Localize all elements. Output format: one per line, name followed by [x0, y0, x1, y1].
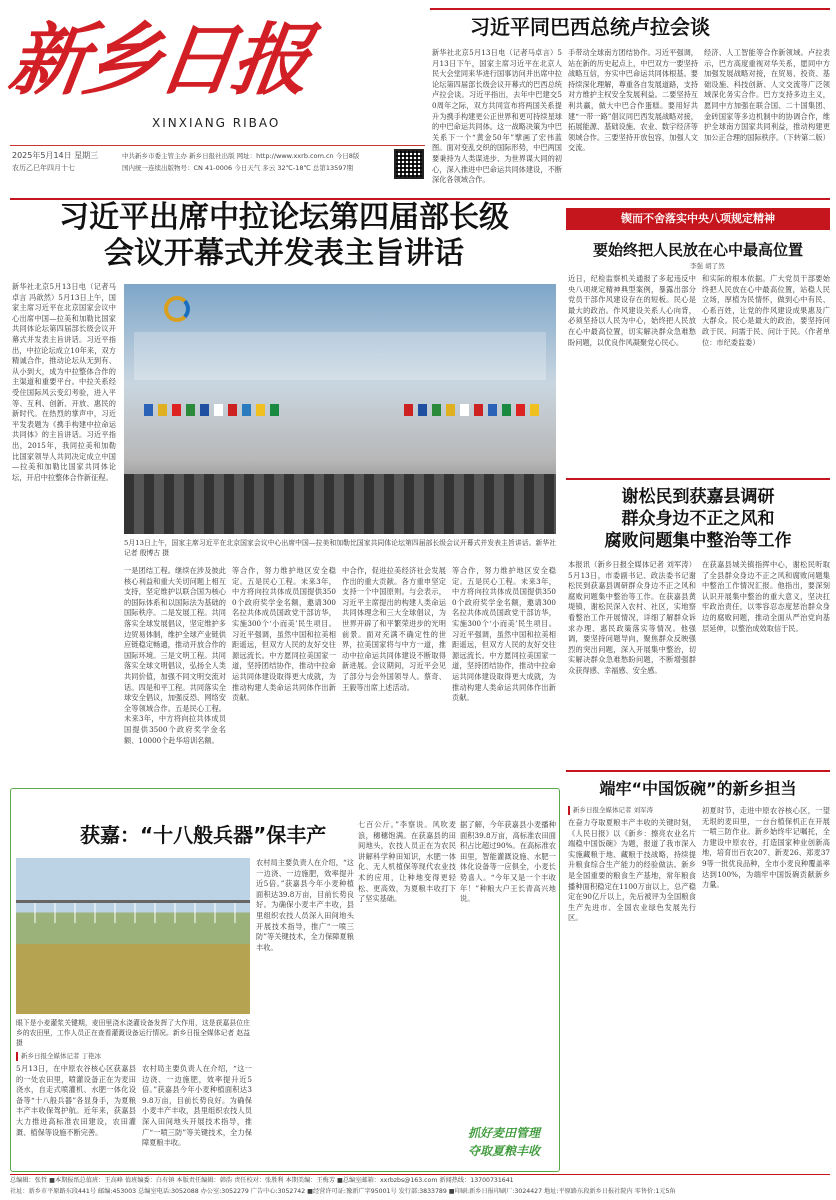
top-story-col3: 经济、人工智能等合作新领域。卢拉表示，巴方高度重视对华关系，愿同中方加强发展战略对接，在贸易、投资、基础设施、科技创新、人文交流等广泛领域深化务实合作。巴方支持多边主义，愿同中方加强在联合国、二十国集团、金砖国家等多边机制中的协调合作，维护全球南方国家共同利益，推动构建更加公正合理的国际秩序。（下转第二版）: [704, 48, 830, 142]
fanwan-title: 端牢“中国饭碗”的新乡担当: [599, 779, 797, 798]
issue-date: 2025年5月14日 星期三: [12, 151, 99, 160]
sheqi-title-3: 腐败问题集中整治等工作: [604, 531, 792, 551]
masthead-logo: 新乡日报: [3, 15, 313, 106]
commentary-col1: 近日，纪检监察机关通报了多起违反中央八项规定精神典型案例，暴露出部分党员干部作风建设存在的短板。民心是最大的政治。作风建设关系人心向背，必须坚持以人民为中心，始终把人民放在心中最高位置，切实解决群众急难愁盼问题，以优良作风凝聚党心民心。: [568, 274, 696, 347]
commentary-title: 要始终把人民放在心中最高位置: [592, 241, 803, 259]
fanwan-tag: 新乡日报全媒体记者 刘军涛: [568, 806, 698, 815]
top-story-col2: 手带动全球南方团结协作。习近平强调，站在新的历史起点上，中巴双方一要坚持战略互信，夯实中巴命运共同体根基。要持续深化理解，尊重各自发展道路，支持对方维护主权安全发展利益。二要坚持互利共赢，做大中巴合作蛋糕。要用好共建“一带一路”倡议同巴西发展战略对接，拓展能源、基础设施、农业、数字经济等领域合作。三要坚持开放包容，加强人文交流。: [568, 48, 698, 153]
sprinkler-spray: [16, 903, 250, 923]
lead-title-line2: 会议开幕式并发表主旨讲话: [104, 236, 464, 271]
forum-backdrop: [134, 332, 546, 380]
footer-rule: [10, 1174, 830, 1175]
audience-rows: [124, 474, 556, 534]
lead-col4: 中合作，促进拉美经济社会发展作出的重大贡献。各方重申坚定支持一个中国原则。与会表示，习近平主席提出的构建人类命运共同体理念和三大全球倡议，为世界开辟了和平繁荣进步的光明前景。面对充满不确定性的世界，拉美国家将与中方一道，推动中拉命运共同体建设不断取得新进展。会议期间，习近平会见了部分与会外国领导人。蔡奇、王毅等出席上述活动。: [342, 566, 446, 692]
huojia-photo: [16, 858, 250, 1014]
top-story-col1: 新华社北京5月13日电（记者马卓言）5月13日下午，国家主席习近平在北京人民大会堂同来华进行国事访问并出席中拉论坛第四届部长级会议开幕式的巴西总统卢拉会谈。习近平指出，去年中巴建交50周年之际，双方共同宣布将两国关系提升为携手构建更公正世界和更可持续星球的中巴命运共同体。这一战略决策为中巴关系下一个“黄金50年”擘画了宏伟蓝图。面对变乱交织的国际形势，中巴两国要秉持为人类谋进步、为世界谋大同的初心，深入推进中巴命运共同体建设，不断深化各领域合作。: [432, 48, 562, 185]
masthead-pinyin: XINXIANG RIBAO: [152, 116, 281, 130]
top-story-title: 习近平同巴西总统卢拉会谈: [470, 15, 710, 39]
sheqi-col2: 在获嘉县城关镇指挥中心，谢松民听取了全县群众身边不正之风和腐败问题集中整治工作情况汇报。他指出，要深刻认识开展集中整治的重大意义，坚决扛牢政治责任，以零容忍态度惩治群众身边的腐败问题，推动全面从严治党向基层延伸，以整治成效取信于民。: [702, 560, 830, 633]
footer-line2: 社址：新乡市平原路东段441号 邮编:453003 总编室电话:3052088 办公室:3052279 广告中心:3052742 ■经营许可证:豫新广字95001号 发行部:3833789 ■印刷:新乡日报印刷厂:3024427 地址:平原路东段新乡日报社院内 零售价:1元5角: [10, 1188, 676, 1195]
huojia-title: 获嘉：“十八般兵器”保丰产: [80, 823, 327, 847]
huojia-photo-caption: 眼下是小麦灌浆关键期，麦田里浇水浇灌设备发挥了大作用，这是获嘉县位庄乡的农田里，工作人员正在查看灌溉设备运行情况。新乡日报全媒体记者 赵益 摄: [16, 1019, 250, 1047]
top-rule: [430, 8, 830, 10]
harvest-slogan: [452, 1124, 556, 1168]
lead-col1: 新华社北京5月13日电（记者马卓言 冯歆然）5月13日上午，国家主席习近平在北京国家会议中心出席中国—拉美和加勒比国家共同体论坛第四届部长级会议开幕式并发表主旨讲话。习近平指出，中拉论坛成立10年来，双方精诚合作，推动论坛从无到有、从小到大，成为中拉整体合作的主渠道和重要平台。中拉关系经受住国际风云变幻考验，进入平等、互利、创新、开放、惠民的新时代。在热烈的掌声中，习近平发表题为《携手构建中拉命运共同体》的主旨讲话。习近平指出，2015年，我同拉美和加勒比国家领导人共同决定成立中国—拉美和加勒比国家共同体论坛，开启中拉整体合作新征程。: [12, 282, 116, 482]
huojia-col4: 据了解，今年获嘉县小麦播种面积39.8万亩，高标准农田面积占比超过90%。在高标准农田里，智能灌溉设施、水肥一体化设备等一应俱全，小麦长势喜人。“今年又是一个丰收年！”种粮大户王长青高兴地说。: [460, 820, 556, 904]
lunar-date: 农历乙巳年四月十七: [12, 164, 75, 172]
right-divider-2: [566, 770, 830, 772]
sheqi-title-2: 群众身边不正之风和: [621, 509, 775, 529]
lead-col3: 等合作，努力维护地区安全稳定。五是民心工程。未来3年，中方将向拉共体成员国提供3500个政府奖学金名额，邀请300名拉共体成员国政党干部访华，实施300个‘小而美’民生项目。习近平强调，虽然中国和拉美相距遥远，但双方人民的友好交往源远流长。中方愿同拉美国家一道，坚持团结协作，推动中拉命运共同体建设取得更大成就，为推动构建人类命运共同体作出新贡献。: [232, 566, 336, 703]
huojia-col3: 七百公斤。”李察说。风吹麦浪，穗穗饱满。在获嘉县的田间地头，农技人员正在为农民讲解科学种田知识，水肥一体化、无人机植保等现代农业技术的应用，让种地变得更轻松、更高效，为夏粮丰收打下了坚实基础。: [358, 820, 456, 904]
sheqi-col1: 本报讯（新乡日报全媒体记者 刘军涛）5月13日，市委副书记、政法委书记谢松民到获嘉县调研群众身边不正之风和腐败问题集中整治等工作。在获嘉县黄堤镇，谢松民深入农村、社区，实地察看整治工作开展情况，详细了解群众诉求办理、惠民政策落实等情况。他强调，要坚持问题导向，聚焦群众反映强烈的突出问题，深入开展集中整治，切实解决群众急难愁盼问题，不断增强群众获得感、幸福感、安全感。: [568, 560, 696, 675]
lead-title-line1: 习近平出席中拉论坛第四届部长级: [59, 200, 509, 235]
serial-info: 国内统一连续出版物号：CN 41-0006 今日天气 多云 32℃-18℃ 总第13597期: [122, 164, 354, 172]
lead-col2: 一是团结工程。继续在涉及彼此核心利益和重大关切问题上相互支持，坚定维护以联合国为核心的国际体系和以国际法为基础的国际秩序。二是发展工程。共同落实全球发展倡议，坚定维护多边贸易体制，维护全球产业链供应链稳定畅通，推动开放合作的国际环境。三是文明工程。共同落实全球文明倡议，弘扬全人类共同价值，加强不同文明交流对话。四是和平工程。共同落实全球安全倡议，加强反恐、网络安全等领域合作。五是民心工程。未来3年，中方将向拉共体成员国提供3500个政府奖学金名额、10000个赴华培训名额。: [124, 566, 226, 745]
huojia-col1b: 农村局主要负责人在介绍，“这一边浇、一边施肥，效率提升近5倍。”获嘉县今年小麦种植面积达39.8万亩，目前长势良好。为确保小麦丰产丰收，县里组织农技人员深入田间地头开展技术指导，推广“一喷三防”等关键技术，全力保障夏粮丰收。: [142, 1064, 252, 1148]
lead-col5: 等合作，努力维护地区安全稳定。五是民心工程。未来3年，中方将向拉共体成员国提供3500个政府奖学金名额，邀请300名拉共体成员国政党干部访华，实施300个‘小而美’民生项目。习近平强调，虽然中国和拉美相距遥远，但双方人民的友好交往源远流长。中方愿同拉美国家一道，坚持团结协作，推动中拉命运共同体建设取得更大成就，为推动构建人类命运共同体作出新贡献。: [452, 566, 556, 703]
huojia-col2: 农村局主要负责人在介绍，“这一边浇、一边施肥，效率提升近5倍。”获嘉县今年小麦种植面积达39.8万亩，目前长势良好。为确保小麦丰产丰收，县里组织农技人员深入田间地头开展技术指导，推广“一喷三防”等关键技术，全力保障夏粮丰收。: [256, 858, 354, 952]
qr-code-icon: [394, 149, 424, 179]
fanwan-col2: 初夏时节，走进中原农谷核心区，一望无垠的麦田里，一台台植保机正在开展一喷三防作业。新乡始终牢记嘱托，全力建设中原农谷，打造国家种业创新高地，培育出百农207、新麦26、郑麦379等一批优良品种，全市小麦良种覆盖率达到100%，为端牢中国饭碗贡献新乡力量。: [702, 806, 830, 890]
huojia-col1: 5月13日，在中原农谷核心区获嘉县的一处农田里，喷灌设备正在为麦田浇水，自走式喷灌机、水肥一体化设备等“十八般兵器”各显身手，为夏粮丰产丰收保驾护航。近年来，获嘉县大力推进高标准农田建设，农田灌溉、植保等设施不断完善。: [16, 1064, 136, 1137]
publisher-info: 中共新乡市委主管主办 新乡日报社出版 网址：http://www.xxrb.com.cn 今日8版: [122, 152, 360, 160]
lead-photo-caption: 5月13日上午，国家主席习近平在北京国家会议中心出席中国—拉美和加勒比国家共同体论坛第四届部长级会议开幕式并发表主旨讲话。新华社记者 殷博古 摄: [124, 539, 556, 557]
masthead-info-bar: [10, 145, 425, 189]
footer-line1: 总编辑：张哲 ■本期报纸总值班：王高峰 值班编委：白有镇 本版责任编辑：韩浩 责任校对：张胜利 本期美编：王梅芳 ■总编室邮箱：xxrbzbs@163.com 新闻热线：13700731641: [10, 1177, 514, 1184]
slogan-line1: 抓好麦田管理: [467, 1126, 540, 1140]
commentary-author: 李强 胡了然: [690, 262, 725, 270]
huojia-tag: 新乡日报全媒体记者 丁艳冰: [16, 1052, 166, 1061]
lead-photo: [124, 284, 556, 534]
flag-row: [144, 404, 544, 432]
discipline-banner: 锲而不舍落实中央八项规定精神: [566, 208, 830, 230]
sheqi-title-1: 谢松民到获嘉县调研: [621, 487, 775, 507]
commentary-col2: 和实际的根本依据。广大党员干部要始终把人民放在心中最高位置，站稳人民立场，厚植为民情怀，做到心中有民、心系百姓，让党的作风建设成果惠及广大群众。民心是最大的政治，要坚持问政于民、问需于民、问计于民。（作者单位：市纪委监委）: [702, 274, 830, 347]
fanwan-col1: 在奋力夺取夏粮丰产丰收的关键时刻，《人民日报》以《新乡：擦亮农业名片 端稳中国饭碗》为题，报道了我市深入实施藏粮于地、藏粮于技战略，持续提升粮食综合生产能力的经验做法。新乡是全国重要的粮食生产基地，常年粮食播种面积稳定在1100万亩以上，总产稳定在90亿斤以上，先后被评为全国粮食生产先进市、全国农业绿色发展先行区。: [568, 818, 696, 923]
slogan-line2: 夺取夏粮丰收: [467, 1144, 540, 1158]
forum-logo-icon: [164, 296, 190, 322]
right-divider-1: [566, 478, 830, 480]
